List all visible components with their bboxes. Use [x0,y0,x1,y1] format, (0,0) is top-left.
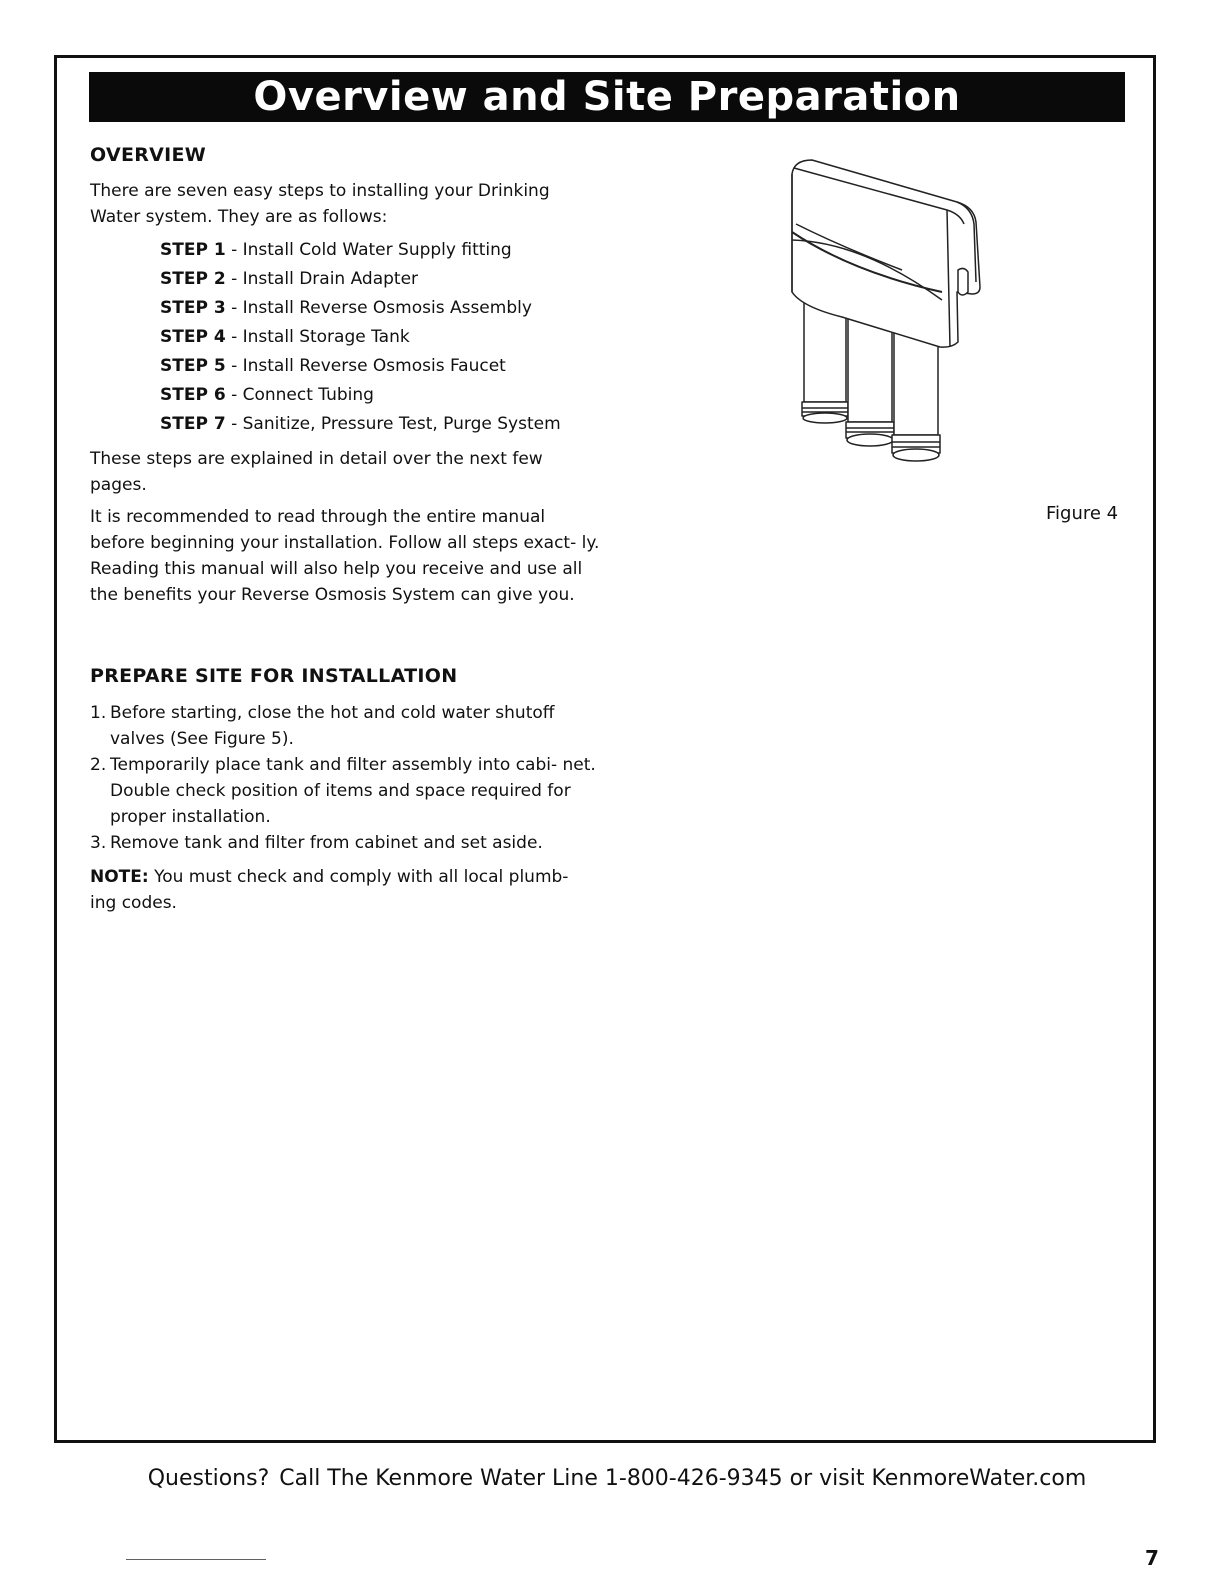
footer-text: Call The Kenmore Water Line 1-800-426-9345 or visit KenmoreWater.com [279,1466,1087,1491]
page-title: Overview and Site Preparation [253,74,961,120]
ro-filter-assembly-icon [752,152,992,472]
prepare-item-1 [90,700,600,752]
step-label: STEP 4 [160,327,226,347]
overview-intro [90,178,600,230]
note-text: You must check and comply with all local plumb- ing codes. [90,867,569,913]
step-text: - Install Reverse Osmosis Assembly [225,298,532,318]
page-title-banner [89,72,1125,122]
filter-cartridge-middle [846,317,894,446]
filter-cartridge-left [802,302,848,423]
step-label: STEP 1 [160,240,226,260]
footer [0,1466,1224,1491]
step-item-4 [160,323,561,352]
figure-caption: Figure 4 [1046,503,1119,524]
after-steps-text: These steps are explained in detail over the next few pages. [90,449,543,495]
filter-cartridge-right [892,327,940,461]
overview-heading: OVERVIEW [90,144,207,166]
prepare-heading: PREPARE SITE FOR INSTALLATION [90,665,458,687]
note-label: NOTE: [90,867,149,887]
step-label: STEP 3 [160,298,226,318]
step-label: STEP 6 [160,385,226,405]
item-number: 3. [90,833,107,853]
prepare-list [90,700,600,856]
footer-questions: Questions? [147,1466,270,1491]
step-text: - Connect Tubing [225,385,374,405]
footnote-rule [126,1559,266,1560]
overview-after-steps [90,446,600,498]
step-item-3 [160,294,561,323]
overview-recommend [90,504,600,608]
item-text: Remove tank and filter from cabinet and set aside. [110,833,543,853]
step-item-2 [160,265,561,294]
page-number: 7 [1145,1546,1159,1570]
step-text: - Sanitize, Pressure Test, Purge System [225,414,561,434]
overview-intro-text: There are seven easy steps to installing your Drinking Water system. They are as follows: [90,181,550,227]
item-text: Before starting, close the hot and cold water shutoff valves (See Figure 5). [110,703,555,749]
step-text: - Install Cold Water Supply fitting [225,240,512,260]
step-text: - Install Drain Adapter [225,269,419,289]
step-item-5 [160,352,561,381]
recommend-text: It is recommended to read through the entire manual before beginning your installation. Follow all steps exact- ly. Reading this manual will also help you receive and use all the benefits your Reverse Osmosis System can give you. [90,507,600,605]
item-number: 1. [90,703,107,723]
step-text: - Install Reverse Osmosis Faucet [225,356,506,376]
step-label: STEP 7 [160,414,226,434]
step-text: - Install Storage Tank [225,327,410,347]
prepare-item-3 [90,830,600,856]
steps-list [160,236,561,439]
step-label: STEP 5 [160,356,226,376]
item-number: 2. [90,755,107,775]
item-text: Temporarily place tank and filter assembly into cabi- net. Double check position of items and space required for proper installation. [110,755,596,827]
note [90,864,600,916]
step-label: STEP 2 [160,269,226,289]
step-item-6 [160,381,561,410]
step-item-1 [160,236,561,265]
step-item-7 [160,410,561,439]
prepare-item-2 [90,752,600,830]
